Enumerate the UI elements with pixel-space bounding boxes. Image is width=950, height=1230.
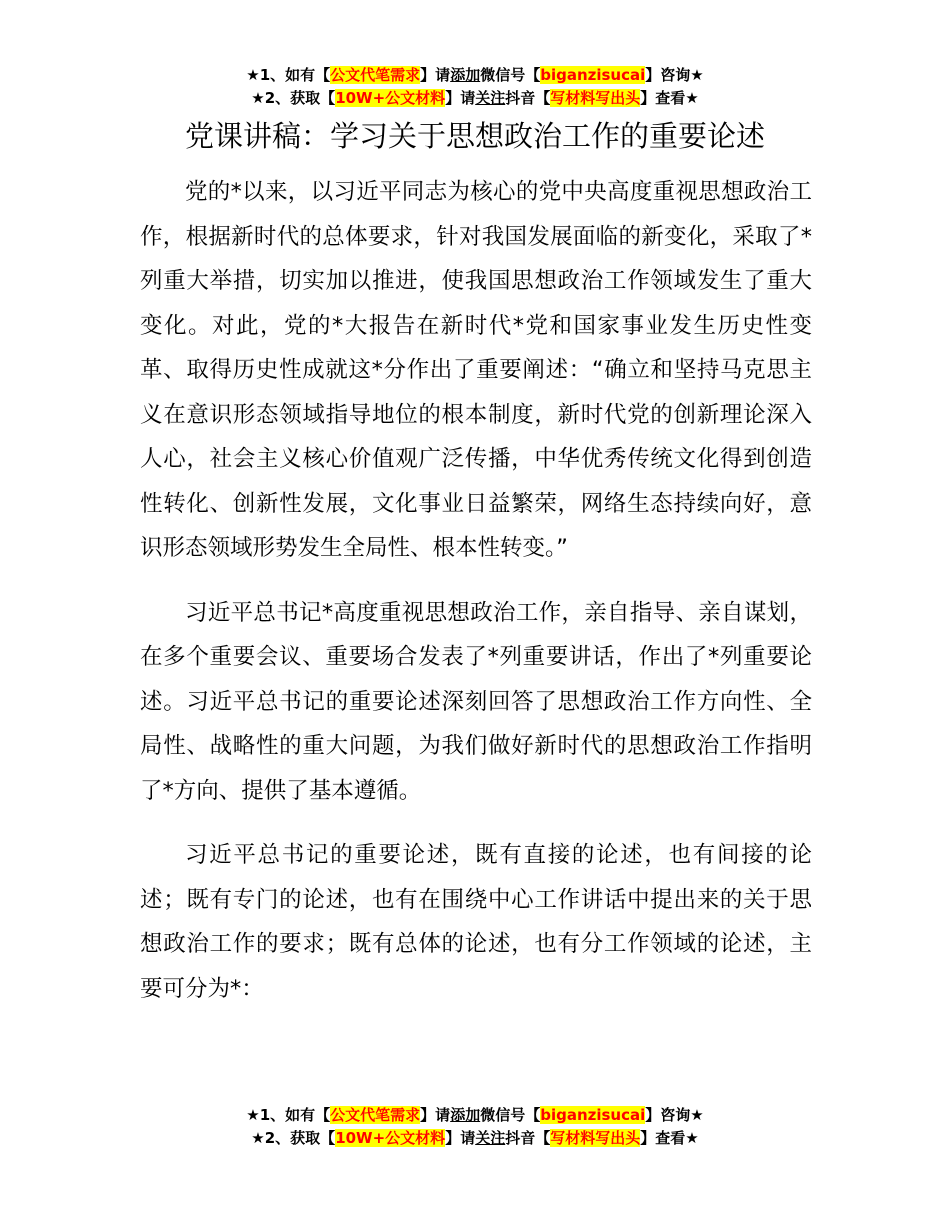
- promo-highlight-douyin: 写材料写出头: [550, 89, 641, 107]
- promo-underline: 添加: [450, 66, 481, 84]
- promo-highlight-materials: 10W+公文材料: [335, 89, 446, 107]
- promo-text: 】咨询★: [645, 66, 704, 84]
- footer-promo-banner: [0, 1104, 950, 1150]
- promo-underline: 关注: [475, 1129, 506, 1147]
- promo-highlight-service: 公文代笔需求: [330, 1106, 421, 1124]
- promo-text: 抖音【: [505, 1129, 551, 1147]
- promo-text: 】请: [445, 1129, 476, 1147]
- promo-text: 】请: [420, 66, 451, 84]
- promo-text: 抖音【: [505, 89, 551, 107]
- paragraph-3: 习近平总书记的重要论述，既有直接的论述，也有间接的论述；既有专门的论述，也有在围绕中心工作讲话中提出来的关于思想政治工作的要求；既有总体的论述，也有分工作领域的论述，主要可分为*：: [140, 842, 812, 1002]
- promo-line-1: [0, 64, 950, 87]
- promo-highlight-wechat: biganzisucai: [540, 1106, 646, 1124]
- promo-text: 微信号【: [480, 66, 541, 84]
- promo-underline: 关注: [475, 89, 506, 107]
- promo-text: 微信号【: [480, 1106, 541, 1124]
- promo-line-2: [0, 1127, 950, 1150]
- promo-text: ★1、如有【: [246, 66, 331, 84]
- promo-highlight-wechat: biganzisucai: [540, 66, 646, 84]
- paragraph-1: 党的*以来，以习近平同志为核心的党中央高度重视思想政治工作，根据新时代的总体要求，针对我国发展面临的新变化，采取了*列重大举措，切实加以推进，使我国思想政治工作领域发生了重大变化。对此，党的*大报告在新时代*党和国家事业发生历史性变革、取得历史性成就这*分作出了重要阐述：“确立和坚持马克思主义在意识形态领域指导地位的根本制度，新时代党的创新理论深入人心，社会主义核心价值观广泛传播，中华优秀传统文化得到创造性转化、创新性发展，文化事业日益繁荣，网络生态持续向好，意识形态领域形势发生全局性、根本性转变。”: [140, 179, 812, 561]
- promo-text: ★1、如有【: [246, 1106, 331, 1124]
- promo-highlight-materials: 10W+公文材料: [335, 1129, 446, 1147]
- header-promo-banner: [0, 64, 950, 110]
- promo-text: 】请: [445, 89, 476, 107]
- promo-text: ★2、获取【: [251, 1129, 336, 1147]
- promo-text: 】咨询★: [645, 1106, 704, 1124]
- promo-text: 】查看★: [640, 89, 699, 107]
- promo-text: 】查看★: [640, 1129, 699, 1147]
- promo-text: ★2、获取【: [251, 89, 336, 107]
- document-title: 党课讲稿：学习关于思想政治工作的重要论述: [184, 119, 765, 153]
- promo-highlight-douyin: 写材料写出头: [550, 1129, 641, 1147]
- promo-text: 】请: [420, 1106, 451, 1124]
- promo-line-2: [0, 87, 950, 110]
- promo-underline: 添加: [450, 1106, 481, 1124]
- document-body: [140, 170, 812, 1031]
- promo-highlight-service: 公文代笔需求: [330, 66, 421, 84]
- promo-line-1: [0, 1104, 950, 1127]
- paragraph-2: 习近平总书记*高度重视思想政治工作，亲自指导、亲自谋划，在多个重要会议、重要场合发表了*列重要讲话，作出了*列重要论述。习近平总书记的重要论述深刻回答了思想政治工作方向性、全局性、战略性的重大问题，为我们做好新时代的思想政治工作指明了*方向、提供了基本遵循。: [140, 599, 812, 804]
